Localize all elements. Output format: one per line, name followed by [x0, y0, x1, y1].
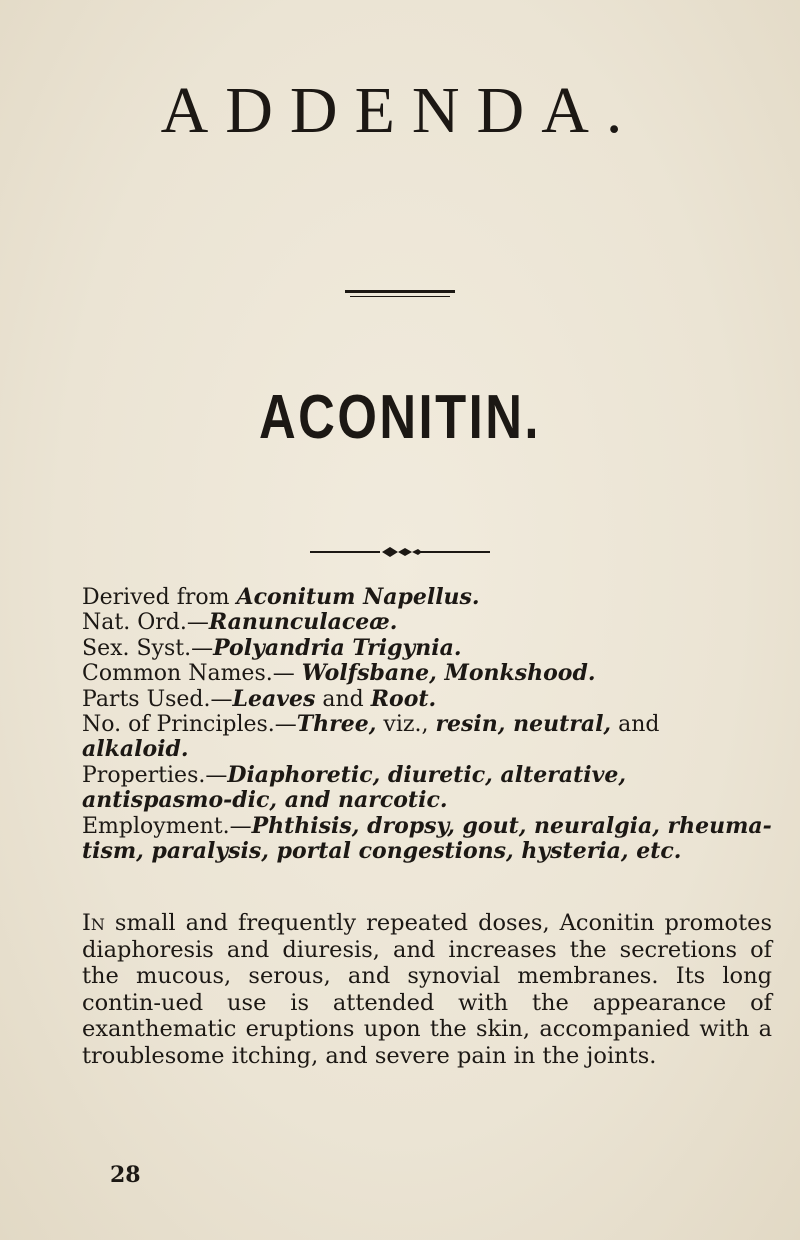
heading-rule [345, 290, 455, 293]
principles-count: Three, [296, 711, 377, 738]
ornament-divider [310, 545, 490, 559]
principles-list: resin, neutral, [435, 711, 612, 738]
nat-ord-label: Nat. Ord.— [82, 610, 209, 636]
employment-line [82, 814, 772, 865]
page-title: ACONITIN. [259, 383, 541, 452]
nat-ord-line [82, 610, 772, 635]
sex-syst-label: Sex. Syst.— [82, 635, 214, 661]
signature-mark: 28 [110, 1162, 141, 1188]
principles-label: No. of Principles.— [82, 712, 297, 738]
sex-syst-line [82, 636, 772, 661]
nat-ord-value: Ranunculaceæ. [208, 609, 398, 636]
common-names-line [82, 661, 772, 686]
properties-line [82, 763, 772, 814]
parts-used-label: Parts Used.— [82, 686, 233, 712]
principles-line [82, 712, 772, 763]
derived-line [82, 585, 772, 610]
properties-value: Diaphoretic, diuretic, alterative, antispasmo-dic, and narcotic. [82, 761, 627, 814]
properties-label: Properties.— [82, 762, 228, 788]
principles-and: and [611, 712, 660, 738]
body-first-word: In [82, 910, 105, 936]
common-names-label: Common Names.— [82, 661, 302, 687]
common-names-value: Wolfsbane, Monkshood. [301, 660, 596, 687]
employment-label: Employment.— [82, 813, 252, 839]
derived-label: Derived from [82, 585, 237, 610]
body-paragraph [82, 910, 772, 1069]
section-heading: ADDENDA. [160, 74, 640, 147]
parts-used-and: and [315, 686, 371, 712]
parts-used-line [82, 687, 772, 712]
principles-viz: viz., [376, 712, 436, 738]
employment-value: Phthisis, dropsy, gout, neuralgia, rheuma-tism, paralysis, portal congestions, hysteria, etc. [82, 812, 772, 865]
derived-value: Aconitum Napellus. [236, 584, 480, 610]
metadata-block [82, 585, 772, 864]
sex-syst-value: Polyandria Trigynia. [213, 634, 462, 661]
parts-used-value-1: Leaves [232, 685, 316, 712]
body-text: small and frequently repeated doses, Aconitin promotes diaphoresis and diuresis, and increases the secretions of the mucous, serous, and synovial membranes. Its long contin-ued use is attended with the appearance of exanthematic eruptions upon the skin, accompanied with a troublesome itching, and severe pain in the joints. [82, 910, 772, 1069]
parts-used-value-2: Root. [370, 685, 437, 712]
principles-last: alkaloid. [82, 736, 189, 763]
heading-rule-thin [350, 296, 450, 297]
